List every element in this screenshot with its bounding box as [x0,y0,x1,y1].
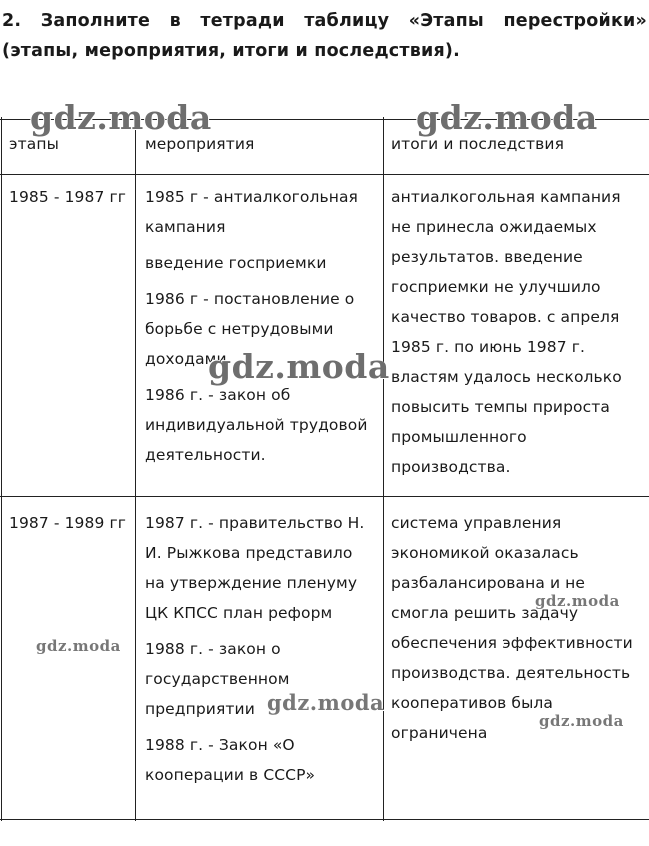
row-divider [0,496,649,497]
header-results: итоги и последствия [391,135,565,153]
watermark: gdz.moda [36,637,121,655]
row1-measure-4: 1986 г. - закон об индивидуальной трудовой деятельности. [145,386,368,464]
row2-stage: 1987 - 1989 гг [9,514,126,532]
header-stages: этапы [9,135,59,153]
row2-measure-3: 1988 г. - Закон «О кооперации в СССР» [145,736,316,784]
row1-measure-3: 1986 г - постановление о борьбе с нетрудовыми доходами [145,290,355,368]
column-border-left [1,117,2,821]
row1-measure-1: 1985 г - антиалкогольная кампания [145,188,358,236]
watermark: gdz.moda [208,347,390,386]
watermark: gdz.moda [535,592,620,610]
watermark: gdz.moda [539,712,624,730]
row2-measure-2: 1988 г. - закон о государственном предприятии [145,640,290,718]
header-measures: мероприятия [145,135,255,153]
column-divider-2 [383,117,384,821]
column-divider-1 [135,117,136,821]
watermark: gdz.moda [30,98,212,137]
row2-measures [145,508,373,790]
row1-measure-2: введение госприемки [145,254,327,272]
header-divider [0,174,649,175]
row1-measures [145,182,373,470]
task-text: 2. Заполните в тетради таблицу «Этапы перестройки» (этапы, мероприятия, итоги и последствия). [2,11,647,61]
watermark: gdz.moda [416,98,598,137]
row1-stage: 1985 - 1987 гг [9,188,126,206]
row1-results: антиалкогольная кампания не принесла ожидаемых результатов. введение госприемки не улучшило качество товаров. с апреля 1985 г. по июнь 1987 г. властям удалось несколько повысить темпы прироста промышленного производства. [391,188,622,476]
row2-results: система управления экономикой оказалась разбалансирована и не смогла решить задачу обеспечения эффективности производства. деятельность кооперативов была ограничена [391,514,633,742]
table-border-bottom [0,819,649,820]
row2-measure-1: 1987 г. - правительство Н. И. Рыжкова представило на утверждение пленуму ЦК КПСС план реформ [145,514,365,622]
watermark: gdz.moda [267,690,385,715]
